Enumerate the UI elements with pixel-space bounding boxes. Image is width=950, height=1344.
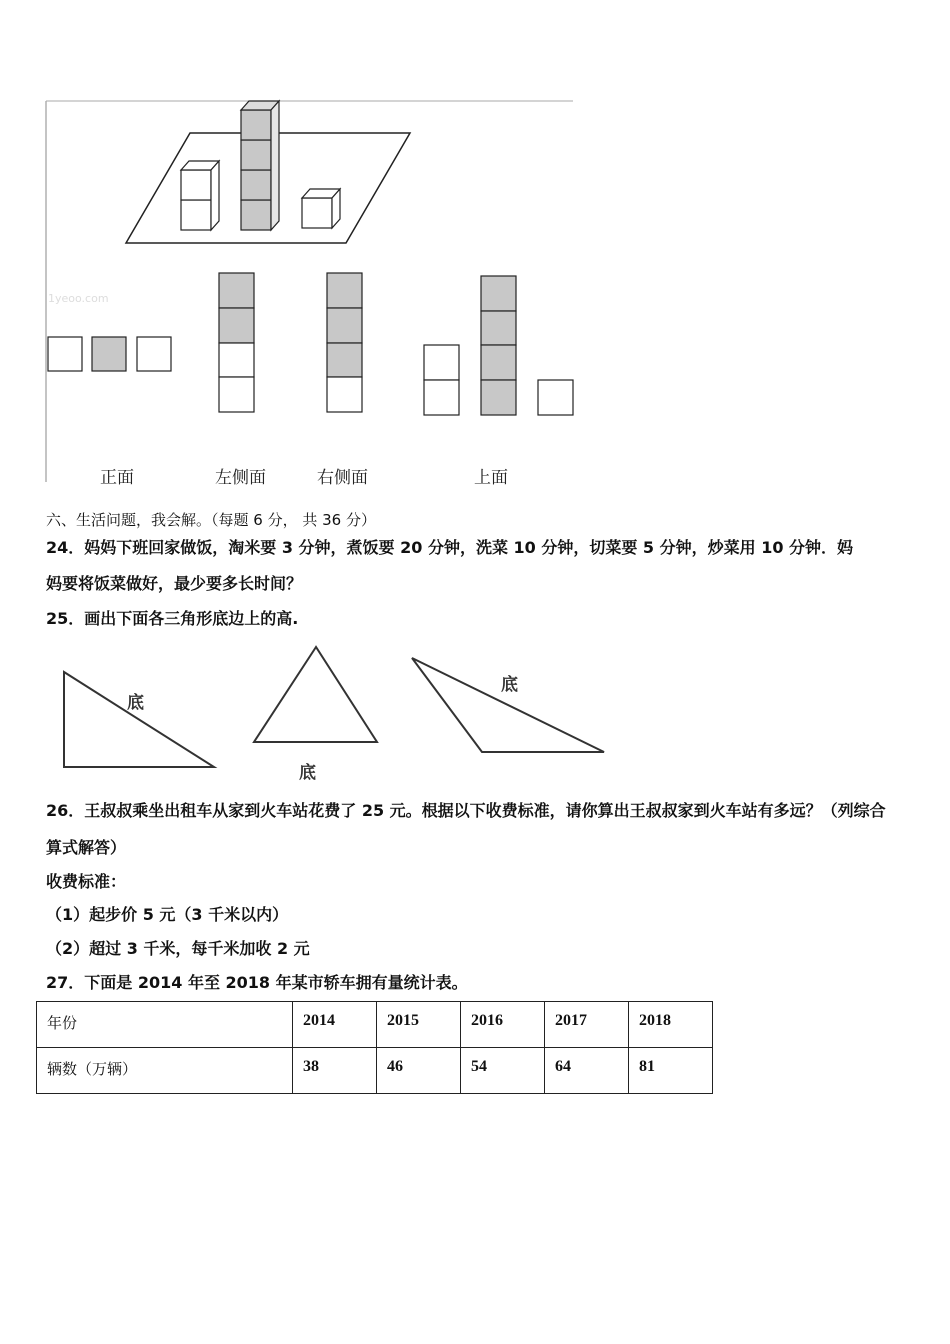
table-cell: 54 (461, 1048, 545, 1094)
top-view-label: 上面 (474, 468, 508, 488)
triangle2-base-label: 底 (299, 763, 316, 783)
acute-triangle (254, 647, 377, 742)
q24-line1: 24．妈妈下班回家做饭，淘米要 3 分钟，煮饭要 20 分钟，洗菜 10 分钟，切菜要 5 分钟，炒菜用 10 分钟．妈 (46, 538, 854, 557)
right-triangle (64, 672, 214, 767)
front-view-label: 正面 (100, 468, 134, 488)
front-view-drawing (48, 337, 171, 371)
right-view-label: 右侧面 (317, 468, 368, 488)
section-six-heading: 六、生活问题，我会解。（每题 6 分， 共 36 分） (46, 511, 376, 529)
table-cell: 64 (545, 1048, 629, 1094)
q25-text: 25．画出下面各三角形底边上的高. (46, 609, 299, 628)
left-cube-stack (181, 161, 219, 230)
table-row (37, 1002, 713, 1048)
middle-cube-stack (241, 101, 279, 230)
q26-line2: 算式解答） (46, 838, 127, 857)
table-cell: 2018 (629, 1002, 713, 1048)
table-cell: 2017 (545, 1002, 629, 1048)
triangle3-base-label: 底 (501, 675, 518, 695)
table-cell: 46 (377, 1048, 461, 1094)
car-ownership-table (36, 1001, 713, 1094)
table-cell: 年份 (37, 1002, 293, 1048)
table-row (37, 1048, 713, 1094)
cube-views-figure (0, 0, 950, 500)
right-side-view-drawing (327, 273, 362, 412)
table-cell: 38 (293, 1048, 377, 1094)
q26-standard-title: 收费标准： (46, 872, 127, 891)
left-side-view-drawing (219, 273, 254, 412)
table-cell: 辆数（万辆） (37, 1048, 293, 1094)
table-cell: 2015 (377, 1002, 461, 1048)
table-cell: 81 (629, 1048, 713, 1094)
table-cell: 2014 (293, 1002, 377, 1048)
top-view-drawing (424, 276, 573, 415)
right-cube (302, 189, 340, 228)
q27-text: 27．下面是 2014 年至 2018 年某市轿车拥有量统计表。 (46, 973, 468, 992)
q26-line1: 26．王叔叔乘坐出租车从家到火车站花费了 25 元。根据以下收费标准，请你算出王叔叔家到火车站有多远？（列综合 (46, 801, 886, 820)
q26-rule1: （1）起步价 5 元（3 千米以内） (46, 905, 289, 924)
left-view-label: 左侧面 (215, 468, 266, 488)
q26-rule2: （2）超过 3 千米，每千米加收 2 元 (46, 939, 310, 958)
watermark-text: 1yeoo.com (48, 292, 109, 305)
triangle1-base-label: 底 (127, 693, 144, 713)
table-cell: 2016 (461, 1002, 545, 1048)
q24-line2: 妈要将饭菜做好，最少要多长时间？ (46, 574, 303, 593)
